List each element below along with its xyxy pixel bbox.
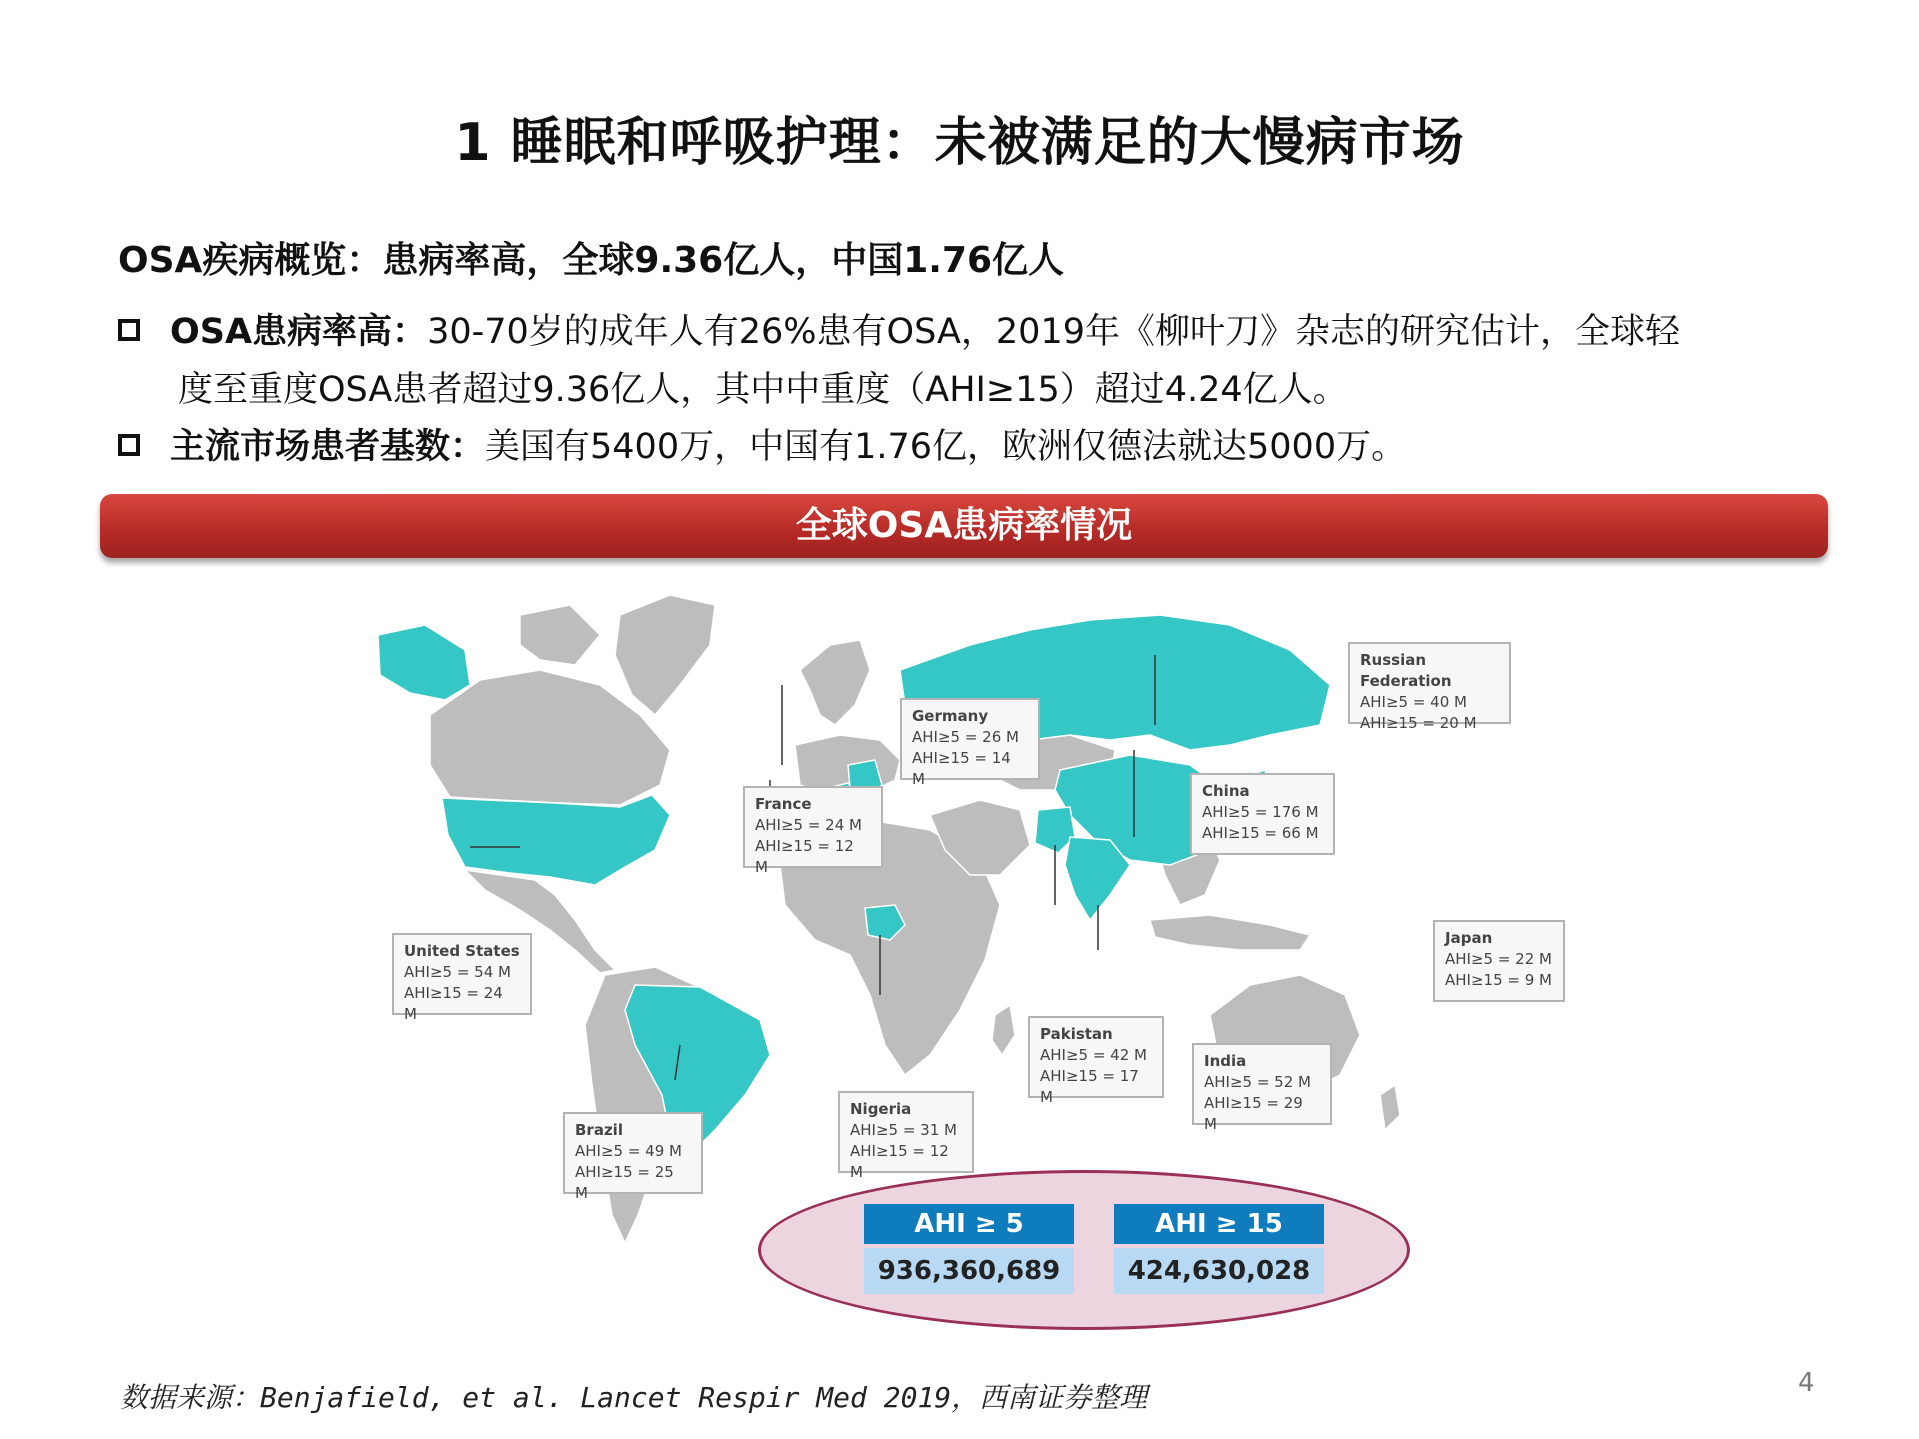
country-name: Japan	[1445, 929, 1493, 947]
total-ahi15-label: AHI ≥ 15	[1114, 1204, 1324, 1244]
country-name: France	[755, 795, 812, 813]
country-name: Russian Federation	[1360, 651, 1452, 690]
ahi5-value: AHI≥5 = 42 M	[1040, 1046, 1147, 1064]
ahi5-value: AHI≥5 = 26 M	[912, 728, 1019, 746]
bullet-text: 美国有5400万，中国有1.76亿，欧洲仅德法就达5000万。	[485, 427, 1407, 467]
data-source: 数据来源：Benjafield, et al. Lancet Respir Med 2019，西南证券整理	[120, 1381, 1148, 1414]
label-russia	[1348, 642, 1511, 732]
madagascar-shape	[992, 1005, 1015, 1055]
bullet-text-continued: 度至重度OSA患者超过9.36亿人，其中中重度（AHI≥15）超过4.24亿人。	[178, 370, 1348, 410]
ahi15-value: AHI≥15 = 24 M	[404, 984, 503, 1023]
total-ahi5-value: 936,360,689	[864, 1248, 1074, 1294]
ahi5-value: AHI≥5 = 31 M	[850, 1121, 957, 1139]
label-pakistan	[1028, 1016, 1164, 1106]
page-number: 4	[1798, 1368, 1815, 1398]
ahi5-value: AHI≥5 = 24 M	[755, 816, 862, 834]
country-name: United States	[404, 942, 520, 960]
ahi5-value: AHI≥5 = 49 M	[575, 1142, 682, 1160]
bullet-head: OSA患病率高：	[170, 312, 428, 352]
ahi5-value: AHI≥5 = 52 M	[1204, 1073, 1311, 1091]
bullet-head: 主流市场患者基数：	[170, 427, 486, 467]
ahi5-value: AHI≥5 = 40 M	[1360, 693, 1467, 711]
country-name: China	[1202, 782, 1250, 800]
section-subtitle: OSA疾病概览：患病率高，全球9.36亿人，中国1.76亿人	[118, 240, 1065, 281]
label-germany	[900, 698, 1040, 788]
ahi15-value: AHI≥15 = 9 M	[1445, 971, 1552, 989]
label-nigeria	[838, 1091, 974, 1181]
ahi15-value: AHI≥15 = 29 M	[1204, 1094, 1303, 1133]
bullet-market-base	[118, 418, 1818, 476]
ahi15-value: AHI≥15 = 17 M	[1040, 1067, 1139, 1106]
checkbox-bullet-icon	[118, 434, 140, 456]
alaska-shape	[378, 625, 470, 700]
total-ahi15-value: 424,630,028	[1114, 1248, 1324, 1294]
bullet-prevalence	[118, 303, 1818, 419]
ahi15-value: AHI≥15 = 14 M	[912, 749, 1011, 788]
country-name: Nigeria	[850, 1100, 912, 1118]
country-name: India	[1204, 1052, 1247, 1070]
country-name: Germany	[912, 707, 989, 725]
scandinavia-shape	[800, 640, 870, 725]
total-ahi15	[1114, 1204, 1324, 1296]
ahi15-value: AHI≥15 = 25 M	[575, 1163, 674, 1202]
total-ahi5-label: AHI ≥ 5	[864, 1204, 1074, 1244]
ahi15-value: AHI≥15 = 20 M	[1360, 714, 1477, 732]
arctic-islands-shape	[520, 605, 600, 665]
indonesia-shape	[1150, 915, 1310, 950]
ahi5-value: AHI≥5 = 176 M	[1202, 803, 1319, 821]
bullet-text: 30-70岁的成年人有26%患有OSA，2019年《柳叶刀》杂志的研究估计，全球轻	[427, 312, 1680, 352]
ahi15-value: AHI≥15 = 66 M	[1202, 824, 1319, 842]
ahi15-value: AHI≥15 = 12 M	[755, 837, 854, 876]
label-brazil	[563, 1112, 703, 1202]
label-france	[743, 786, 883, 876]
country-name: Brazil	[575, 1121, 623, 1139]
ahi5-value: AHI≥5 = 54 M	[404, 963, 511, 981]
label-india	[1192, 1043, 1332, 1133]
label-japan	[1433, 920, 1565, 1002]
page-title: 1 睡眠和呼吸护理：未被满足的大慢病市场	[454, 113, 1465, 173]
ahi15-value: AHI≥15 = 12 M	[850, 1142, 949, 1181]
greenland-shape	[615, 595, 715, 715]
label-united-states	[392, 933, 532, 1023]
country-name: Pakistan	[1040, 1025, 1113, 1043]
new-zealand-shape	[1380, 1085, 1400, 1130]
checkbox-bullet-icon	[118, 319, 140, 341]
total-ahi5	[864, 1204, 1074, 1296]
section-banner: 全球OSA患病率情况	[100, 494, 1828, 558]
label-china	[1190, 773, 1335, 855]
ahi5-value: AHI≥5 = 22 M	[1445, 950, 1552, 968]
